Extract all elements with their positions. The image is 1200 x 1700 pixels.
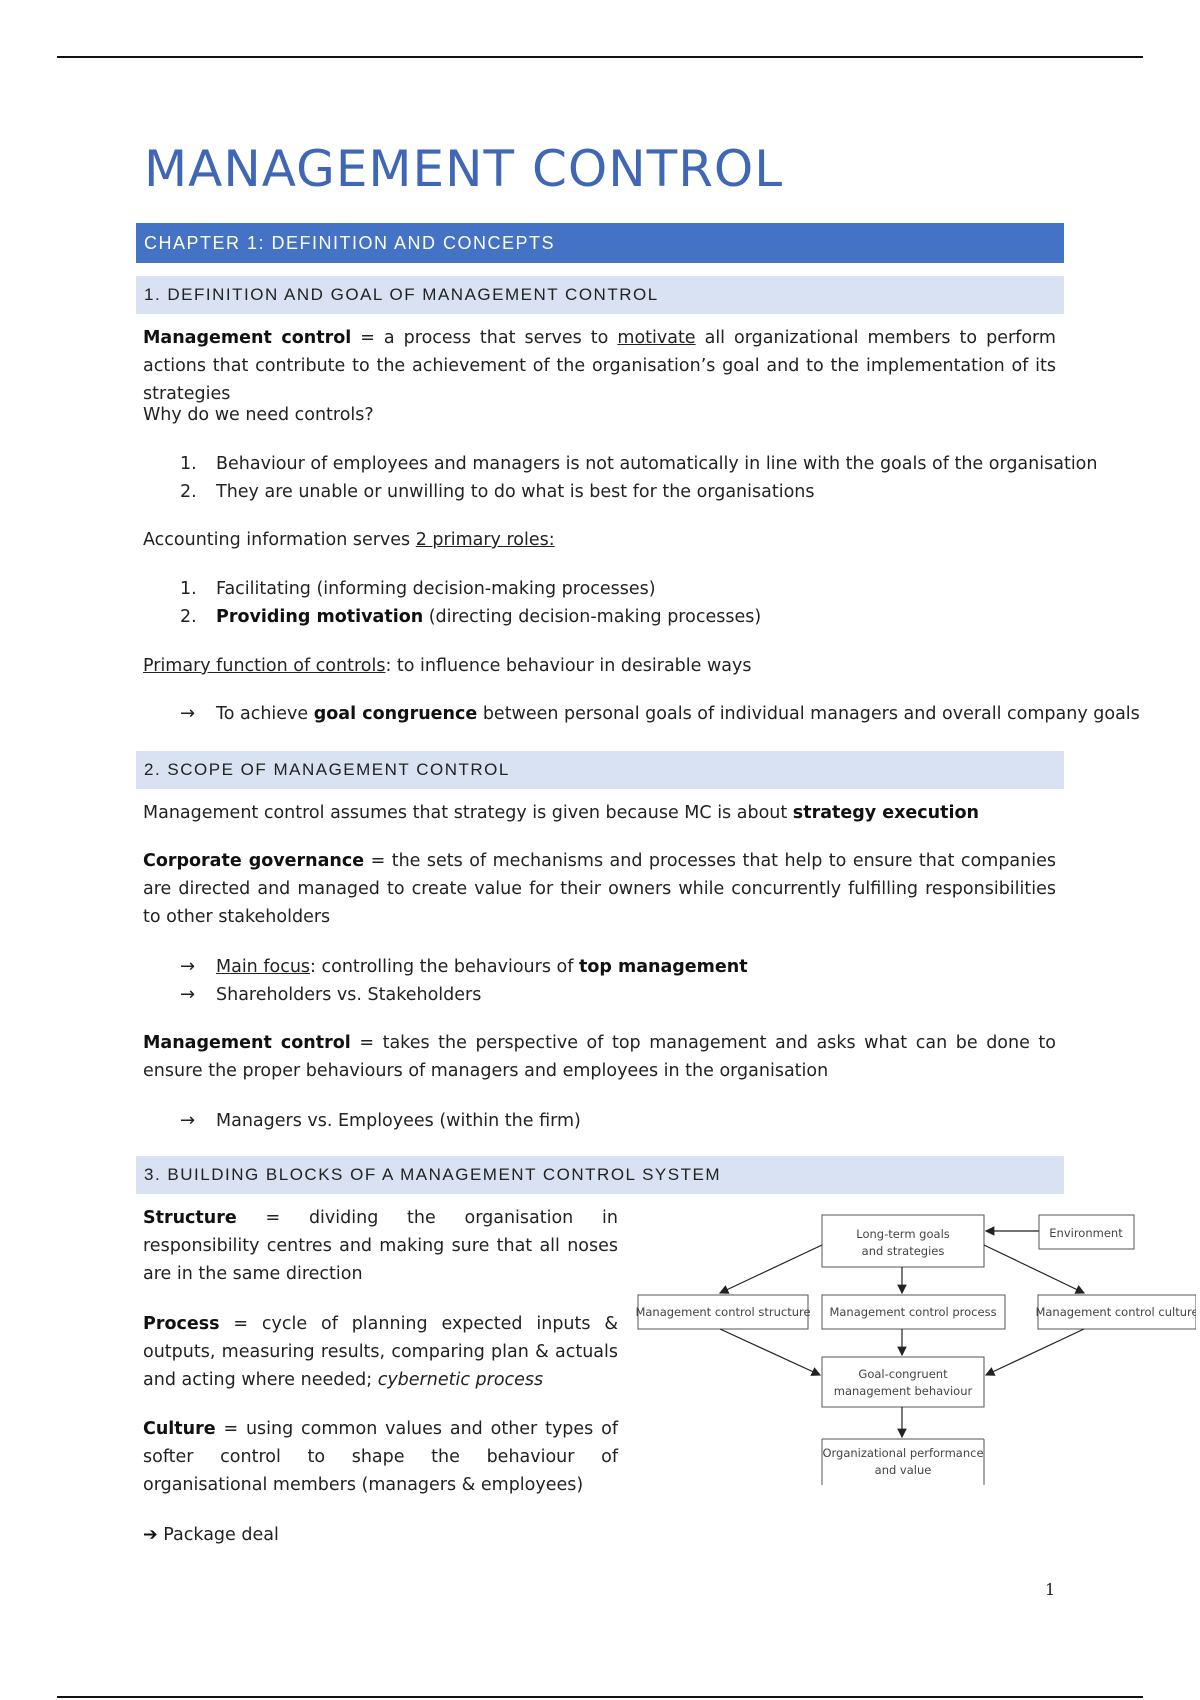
diagram-svg <box>636 1205 1196 1485</box>
arrow-icon: → <box>180 984 196 1005</box>
management-control-paragraph <box>143 1029 1056 1085</box>
list-item-text: (directing decision-making processes) <box>423 607 762 627</box>
goalcongruent-box <box>822 1357 984 1407</box>
mc-text: = takes the perspective of top management and asks what can be done to ensure the proper behaviours of managers and employees in the organisation <box>143 1033 1057 1081</box>
why-question: Why do we need controls? <box>143 405 374 425</box>
accounting-prefix: Accounting information serves <box>143 530 416 550</box>
list-item: 2. Providing motivation (directing decision-making processes) <box>180 607 762 627</box>
list-item-text: They are unable or unwilling to do what is best for the organisations <box>216 482 815 502</box>
structure-text: = dividing the organisation in responsibility centres and making sure that all noses are in the same direction <box>143 1208 618 1284</box>
package-text: Package deal <box>163 1525 279 1545</box>
top-rule <box>57 56 1143 58</box>
cg-term: Corporate governance <box>143 851 365 871</box>
culture-term: Culture <box>143 1419 216 1439</box>
focus-text: : controlling the behaviours of <box>310 957 579 977</box>
structure-paragraph <box>143 1204 618 1288</box>
arrow-culture <box>984 1245 1084 1293</box>
longterm-label-1: Long-term goals <box>856 1227 950 1241</box>
definition-text-b: all organizational members to perform actions that contribute to the achievement of the organisation’s goal and to the implementation of its strategies <box>143 328 1056 404</box>
process-text: = cycle of planning expected inputs & outputs, measuring results, comparing plan & actuals and acting where needed; <box>143 1314 618 1390</box>
list-item-text: Facilitating (informing decision-making processes) <box>216 579 656 599</box>
cg-text: = the sets of mechanisms and processes that help to ensure that companies are directed and managed to create value for their owners while concurrently fulfilling responsibilities to other stakeholders <box>143 851 1056 927</box>
document-title: MANAGEMENT CONTROL <box>144 140 784 198</box>
primary-function-underline: Primary function of controls <box>143 656 386 676</box>
accounting-paragraph <box>143 526 1056 554</box>
arrow-item-text: between personal goals of individual managers and overall company goals <box>477 704 1140 724</box>
assume-text: Management control assumes that strategy is given because MC is about <box>143 803 793 823</box>
focus-bold: top management <box>578 957 748 977</box>
mc-term: Management control <box>143 1033 351 1053</box>
arrow-icon: → <box>180 956 196 977</box>
definition-term: Management control <box>143 328 352 348</box>
chapter-heading: CHAPTER 1: DEFINITION AND CONCEPTS <box>136 223 1064 263</box>
arrow-icon: → <box>180 703 196 724</box>
definition-text-a: = a process that serves to <box>351 328 618 348</box>
longterm-label-2: and strategies <box>861 1244 945 1258</box>
section-heading-2: 2. SCOPE OF MANAGEMENT CONTROL <box>136 751 1064 789</box>
goalcongruent-label-2: management behaviour <box>833 1384 973 1398</box>
primary-function-text: : to influence behaviour in desirable ways <box>385 656 752 676</box>
structure-term: Structure <box>143 1208 237 1228</box>
process-term: Process <box>143 1314 220 1334</box>
culture-paragraph <box>143 1415 618 1499</box>
arrow-item-text: To achieve <box>216 704 314 724</box>
arrow-item-bold: goal congruence <box>313 704 478 724</box>
assume-bold: strategy execution <box>792 803 979 823</box>
section-heading-3: 3. BUILDING BLOCKS OF A MANAGEMENT CONTROL SYSTEM <box>136 1156 1064 1194</box>
arrow-from-structure <box>720 1329 820 1375</box>
list-item: 1. Facilitating (informing decision-making processes) <box>180 579 656 599</box>
building-blocks-diagram <box>636 1205 1196 1485</box>
culture-text: = using common values and other types of softer control to shape the behaviour of organisational members (managers & employees) <box>143 1419 618 1495</box>
focus-underline: Main focus <box>216 957 311 977</box>
process-label: Management control process <box>829 1305 997 1319</box>
arrow-item-text: Managers vs. Employees (within the firm) <box>216 1111 581 1131</box>
section-heading-1: 1. DEFINITION AND GOAL OF MANAGEMENT CONTROL <box>136 276 1064 314</box>
orgperf-label-2: and value <box>874 1463 932 1477</box>
culture-label: Management control culture <box>1035 1305 1196 1319</box>
list-item: 2. They are unable or unwilling to do what is best for the organisations <box>180 482 815 502</box>
list-item-text: Behaviour of employees and managers is not automatically in line with the goals of the organisation <box>216 454 1098 474</box>
arrow-structure <box>720 1245 822 1293</box>
corporate-governance-paragraph <box>143 847 1056 931</box>
package-arrow-icon: ➔ <box>143 1525 158 1545</box>
bottom-rule <box>57 1696 1143 1698</box>
arrow-item <box>180 953 748 981</box>
list-item: 1. Behaviour of employees and managers is not automatically in line with the goals of the organisation <box>180 454 1098 474</box>
orgperf-label-1: Organizational performance <box>822 1446 984 1460</box>
arrow-icon: → <box>180 1110 196 1131</box>
primary-function-paragraph <box>143 652 1056 680</box>
structure-label: Management control structure <box>636 1305 811 1319</box>
arrow-item <box>180 1107 581 1135</box>
environment-label: Environment <box>1049 1226 1123 1240</box>
arrow-from-culture <box>986 1329 1084 1375</box>
process-paragraph <box>143 1310 618 1394</box>
package-deal <box>143 1521 1056 1549</box>
arrow-item <box>180 700 1140 728</box>
page-number: 1 <box>1045 1580 1056 1599</box>
arrow-item-text: Shareholders vs. Stakeholders <box>216 985 482 1005</box>
list-item-bold: Providing motivation <box>216 607 424 627</box>
longterm-box <box>822 1215 984 1267</box>
goalcongruent-label-1: Goal-congruent <box>858 1367 948 1381</box>
process-italic: cybernetic process <box>377 1370 544 1390</box>
assume-paragraph <box>143 799 1056 827</box>
arrow-item <box>180 981 481 1009</box>
accounting-underline: 2 primary roles: <box>415 530 555 550</box>
definition-underline: motivate <box>617 328 696 348</box>
definition-paragraph <box>143 324 1056 408</box>
